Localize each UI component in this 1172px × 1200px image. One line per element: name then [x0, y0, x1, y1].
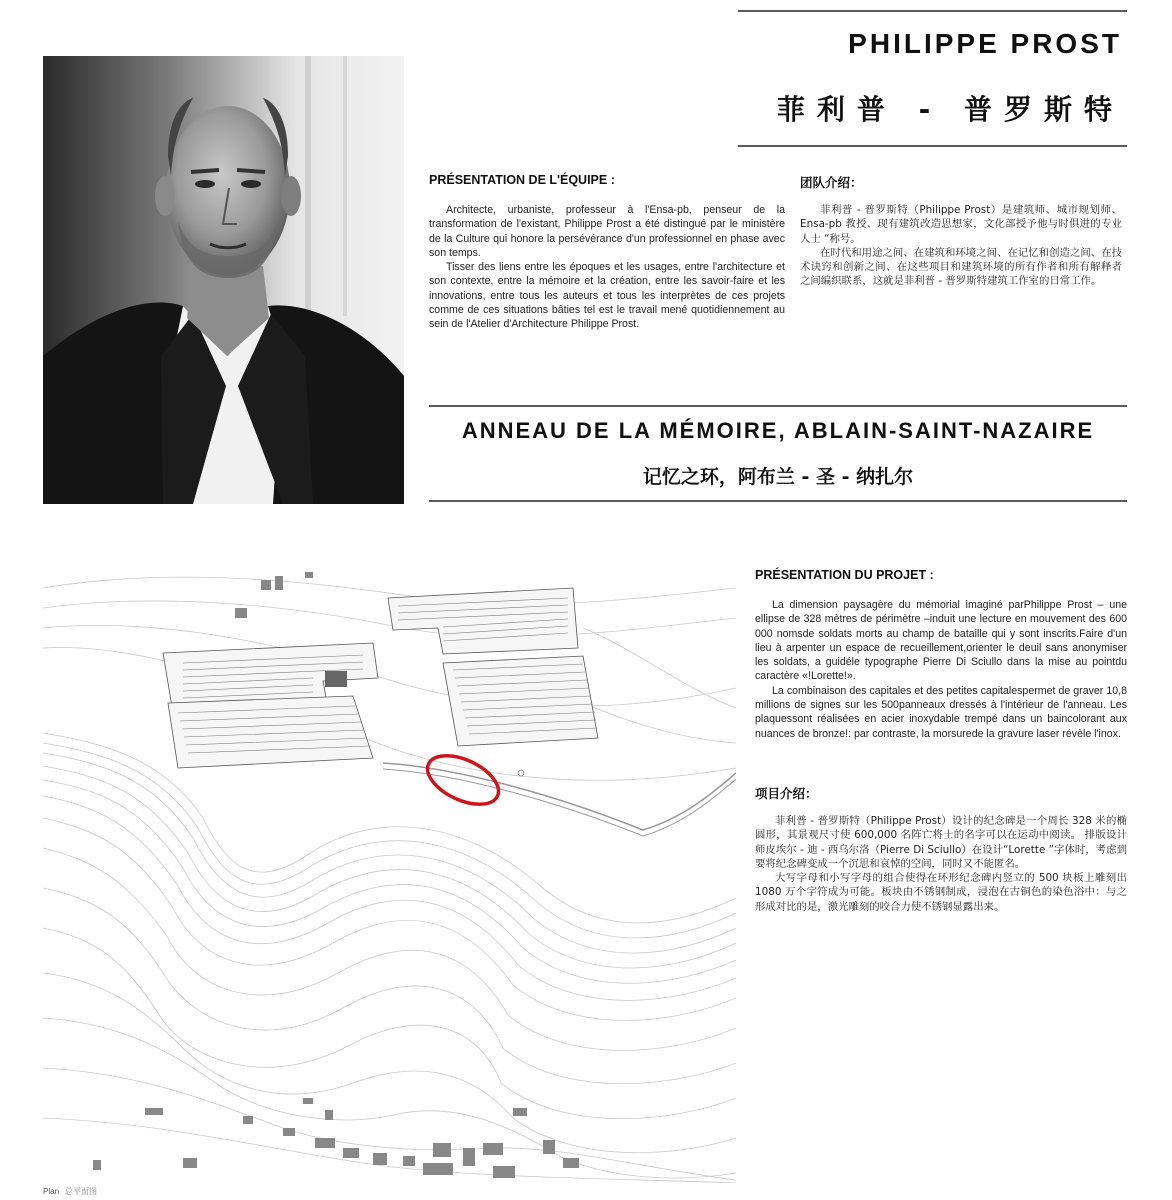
site-plan — [43, 568, 736, 1183]
plan-caption-label-cn: 总平面图 — [65, 1187, 98, 1196]
team-paragraph: Architecte, urbaniste, professeur à l'Ensa-pb, penseur de la transformation de l'existant, Philippe Prost a été distingué par le ministère de la Culture qui honore la persévérance d'un professionnel en phase avec son temps. — [429, 204, 785, 259]
architect-name-cn: 菲利普 - 普罗斯特 — [776, 93, 1124, 126]
team-paragraph-cn: 菲利普 - 普罗斯特（Philippe Prost）是建筑师、城市规划师、Ensa-pb 教授、现有建筑改造思想家，文化部授予他与时俱进的专业人士 “称号。 — [800, 204, 1122, 245]
project-title: ANNEAU DE LA MÉMOIRE, ABLAIN-SAINT-NAZAIRE — [461, 418, 1095, 443]
team-description — [429, 203, 785, 332]
project-description — [755, 598, 1127, 741]
project-heading-cn: 项目介绍： — [755, 786, 818, 801]
header-bottom-rule — [738, 145, 1127, 147]
team-paragraph: Tisser des liens entre les époques et les usages, entre l'architecture et son contexte, entre la mémoire et la création, entre les savoir-faire et les innovations, entre tous les auteurs et tous les interprètes de ces projets comme de ces situations bâties tel est le travail mené quotidiennement au sein de l'Atelier d'Architecture Philippe Prost. — [429, 261, 785, 331]
project-title-cn: 记忆之环，阿布兰 - 圣 - 纳扎尔 — [642, 466, 914, 488]
plan-caption-label: Plan — [43, 1187, 60, 1196]
project-paragraph-cn: 大写字母和小写字母的组合使得在环形纪念碑内竖立的 500 块板上雕刻出 1080 万个字符成为可能。板块由不锈钢制成，浸泡在古铜色的染色浴中：与之形成对比的是，激光雕刻的咬合力使不锈钢显露出来。 — [755, 872, 1127, 913]
project-heading: PRÉSENTATION DU PROJET : — [755, 568, 934, 582]
project-paragraph-cn: 菲利普 - 普罗斯特（Philippe Prost）设计的纪念碑是一个周长 328 米的椭圆形，其景观尺寸使 600,000 名阵亡将士的名字可以在运动中阅读。 排版设计师皮埃尔 - 迪 - 西乌尔洛（Pierre Di Sciullo）在设计“Lorette ”字体时，考虑到要将纪念碑变成一个沉思和哀悼的空间，同时又不能匿名。 — [755, 815, 1127, 870]
top-rule — [738, 10, 1127, 12]
title-top-rule — [429, 405, 1127, 407]
portrait-photo — [43, 56, 404, 504]
project-paragraph: La combinaison des capitales et des petites capitalespermet de graver 10,8 millions de signes sur les 500panneaux dressés à l'intérieur de l'anneau. Les plaquessont réalisées en acier inoxydable trempé dans un baincolorant aux nuances de bronze!: par contraste, la morsurede la gravure laser révèle l'inox. — [755, 684, 1127, 740]
project-paragraph: La dimension paysagère du mémorial imaginé parPhilippe Prost – une ellipse de 328 mètres de périmètre –induit une lecture en mouvement des 600 000 nomsde soldats morts au champ de bataille qui y sont inscrits.Faire d'un lieu à arpenter un espace de recueillement,orienter le deuil sans anonymiser les soldats, a guidéle typographe Pierre Di Sciullo dans la mise au pointdu caractère «!Lorette!». — [755, 599, 1127, 683]
team-paragraph-cn: 在时代和用途之间、在建筑和环境之间、在记忆和创造之间、在技术诀窍和创新之间、在这些项目和建筑环境的所有作者和所有解释者之间编织联系，这就是菲利普 - 普罗斯特建筑工作室的日常工作。 — [800, 246, 1122, 288]
architect-name: PHILIPPE PROST — [848, 28, 1122, 59]
title-bottom-rule — [429, 500, 1127, 502]
team-description-cn — [800, 203, 1122, 289]
team-heading: PRÉSENTATION DE L'ÉQUIPE : — [429, 173, 615, 187]
project-description-cn — [755, 814, 1127, 914]
plan-caption — [43, 1186, 97, 1197]
team-heading-cn: 团队介绍： — [800, 175, 863, 190]
